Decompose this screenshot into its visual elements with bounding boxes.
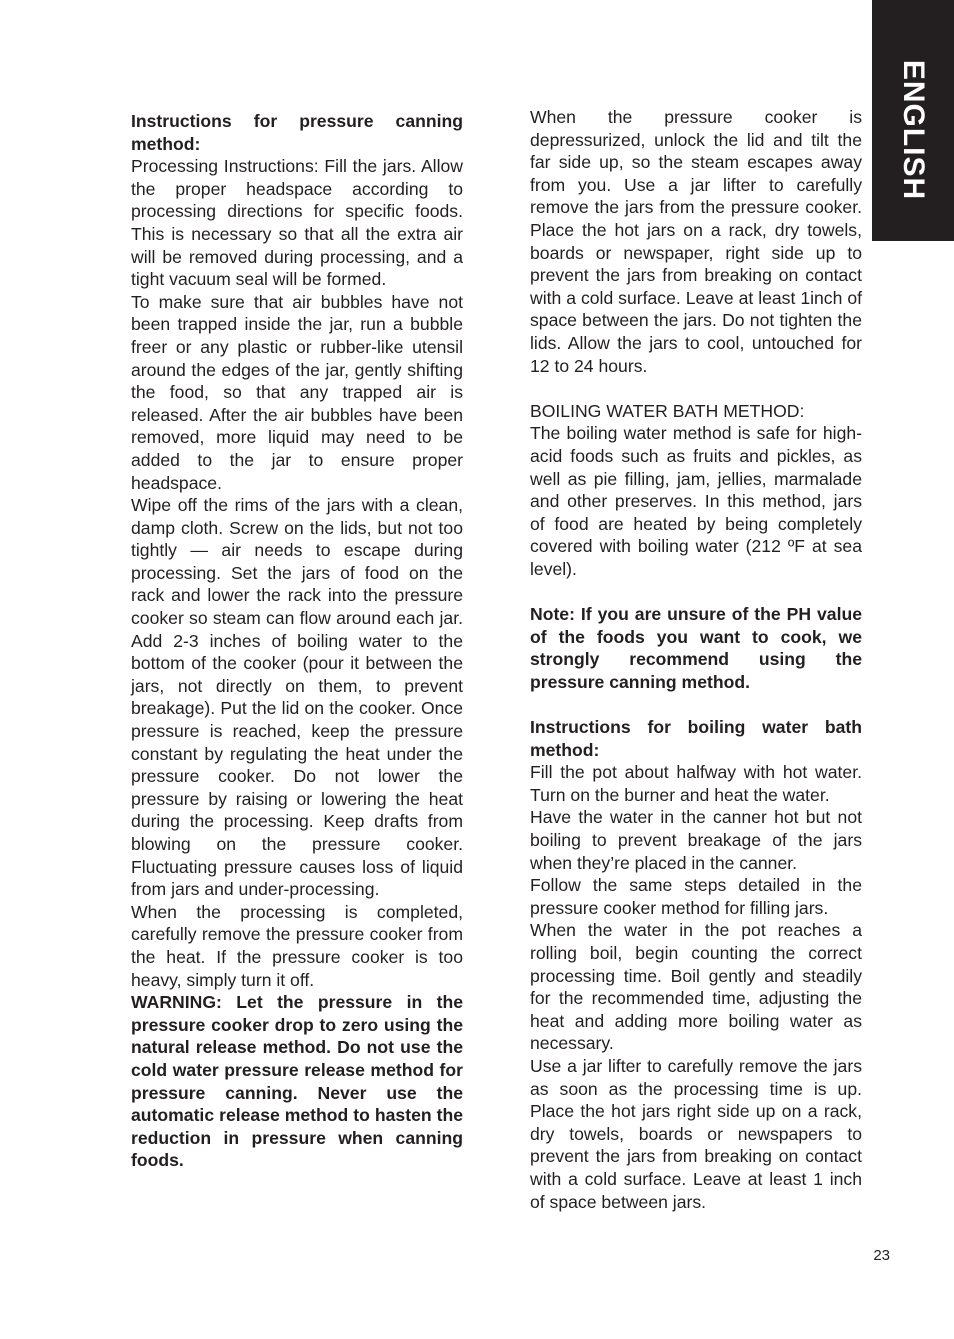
boiling-water-paragraph: The boiling water method is safe for high-acid foods such as fruits and pickles, as well as pie filling, jam, jellies, marmalade and other preserves. In this method, jars of food are heated by being completely covered with boiling water (212 ºF at sea level). xyxy=(530,423,862,579)
processing-lead: Processing Instructions: xyxy=(131,156,319,177)
canner-hot-paragraph: Have the water in the canner hot but not boiling to prevent breakage of the jars when they’re placed in the canner. xyxy=(530,807,862,873)
language-tab-label: ENGLISH xyxy=(897,59,930,201)
wipe-rims-paragraph: Wipe off the rims of the jars with a clean, damp cloth. Screw on the lids, but not too tightly — air needs to escape during processing. Set the jars of food on the rack and lower the rack into the pressure cooker so steam can flow around each jar. Add 2-3 inches of boiling water to the bottom of the cooker (pour it between the jars, not directly on them, to prevent breakage). Put the lid on the cooker. Once pressure is reached, keep the pressure constant by regulating the heat under the pressure cooker. Do not lower the pressure by raising or lowering the heat during the processing. Keep drafts from blowing on the pressure cooker. Fluctuating pressure causes loss of liquid from jars and under-processing. xyxy=(131,495,463,900)
follow-steps-paragraph: Follow the same steps detailed in the pressure cooker method for filling jars. xyxy=(530,875,862,918)
depressurized-paragraph: When the pressure cooker is depressurized, unlock the lid and tilt the far side up, so the steam escapes away from you. Use a jar lifter to carefully remove the jars from the pressure cooker. Place the hot jars on a rack, dry towels, boards or newspaper, right side up to prevent the jars from breaking on contact with a cold surface. Leave at least 1inch of space between the jars. Do not tighten the lids. Allow the jars to cool, untouched for 12 to 24 hours. xyxy=(530,107,862,376)
language-tab xyxy=(872,0,954,241)
pressure-canning-heading: Instructions for pressure canning method: xyxy=(131,111,463,154)
spacer xyxy=(530,377,862,400)
processing-completed-paragraph: When the processing is completed, carefully remove the pressure cooker from the heat. If the pressure cooker is too heavy, simply turn it off. xyxy=(131,901,463,990)
right-column xyxy=(530,106,862,1213)
jar-lifter-paragraph: Use a jar lifter to carefully remove the jars as soon as the processing time is up. Place the hot jars right side up on a rack, dry towels, boards or newspapers to prevent the jars from breaking on contact with a cold surface. Leave at least 1 inch of space between jars. xyxy=(530,1055,862,1212)
spacer xyxy=(530,693,862,716)
warning-paragraph: WARNING: Let the pressure in the pressure cooker drop to zero using the natural release method. Do not use the cold water pressure release method for pressure canning. Never use the automatic release method to hasten the reduction in pressure when canning foods. xyxy=(131,992,463,1171)
boiling-instructions-heading: Instructions for boiling water bath method: xyxy=(530,717,862,760)
processing-text: Fill the jars. Allow the proper headspace according to processing directions for specific foods. This is necessary so that all the extra air will be removed during processing, and a tight vacuum seal will be formed. xyxy=(131,156,463,290)
air-bubbles-paragraph: To make sure that air bubbles have not been trapped inside the jar, run a bubble freer or any plastic or rubber-like utensil around the edges of the jar, gently shifting the food, so that any trapped air is released. After the air bubbles have been removed, more liquid may need to be added to the jar to ensure proper headspace. xyxy=(131,291,463,493)
note-paragraph: Note: If you are unsure of the PH value of the foods you want to cook, we strongly recommend using the pressure canning method. xyxy=(530,604,862,692)
boiling-water-heading: BOILING WATER BATH METHOD: xyxy=(530,400,805,421)
fill-pot-paragraph: Fill the pot about halfway with hot water. Turn on the burner and heat the water. xyxy=(530,762,862,805)
left-column xyxy=(131,110,463,1172)
page-number: 23 xyxy=(873,1247,890,1264)
processing-paragraph xyxy=(131,155,463,291)
rolling-boil-paragraph: When the water in the pot reaches a rolling boil, begin counting the correct processing time. Boil gently and steadily for the recommended time, adjusting the heat and adding more boiling water as necessary. xyxy=(530,920,862,1054)
spacer xyxy=(530,580,862,603)
